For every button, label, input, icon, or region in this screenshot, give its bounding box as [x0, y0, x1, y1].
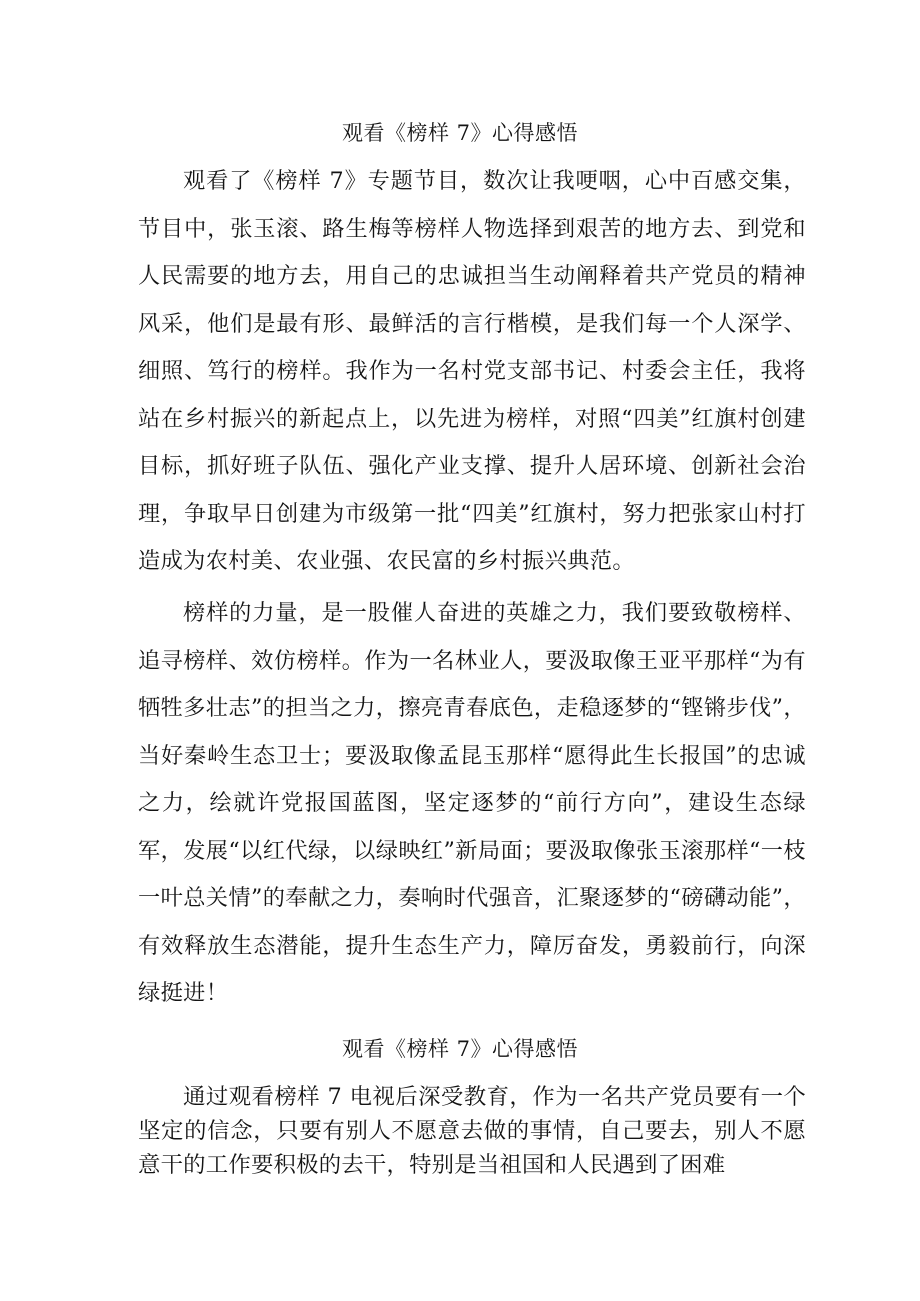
article-1-paragraph-2: 榜样的力量，是一股催人奋进的英雄之力，我们要致敬榜样、追寻榜样、效仿榜样。作为一名林业人，要汲取像王亚平那样“为有牺牲多壮志”的担当之力，擦亮青春底色，走稳逐梦的“铿锵步伐”，当好秦岭生态卫士；要汲取像孟昆玉那样“愿得此生长报国”的忠诚之力，绘就许党报国蓝图，坚定逐梦的“前行方向”，建设生态绿军，发展“以红代绿，以绿映红”新局面；要汲取像张玉滚那样“一枝一叶总关情”的奉献之力，奏响时代强音，汇聚逐梦的“磅礴动能”，有效释放生态潜能，提升生态生产力，障厉奋发，勇毅前行，向深绿挺进！: [138, 600, 806, 1006]
article-2-title: 观看《榜样 7》心得感悟: [341, 1037, 579, 1061]
article-2-paragraph-1: 通过观看榜样 7 电视后深受教育，作为一名共产党员要有一个坚定的信念，只要有别人不愿意去做的事情，自己要去，别人不愿意干的工作要积极的去干，特别是当祖国和人民遇到了困难: [138, 1084, 806, 1178]
article-1-title: 观看《榜样 7》心得感悟: [341, 121, 579, 145]
article-1-paragraph-1: 观看了《榜样 7》专题节目，数次让我哽咽，心中百感交集，节目中，张玉滚、路生梅等榜样人物选择到艰苦的地方去、到党和人民需要的地方去，用自己的忠诚担当生动阐释着共产党员的精神风采，他们是最有形、最鲜活的言行楷模，是我们每一个人深学、细照、笃行的榜样。我作为一名村党支部书记、村委会主任，我将站在乡村振兴的新起点上，以先进为榜样，对照“四美”红旗村创建目标，抓好班子队伍、强化产业支撑、提升人居环境、创新社会治理，争取早日创建为市级第一批“四美”红旗村，努力把张家山村打造成为农村美、农业强、农民富的乡村振兴典范。: [138, 168, 806, 574]
